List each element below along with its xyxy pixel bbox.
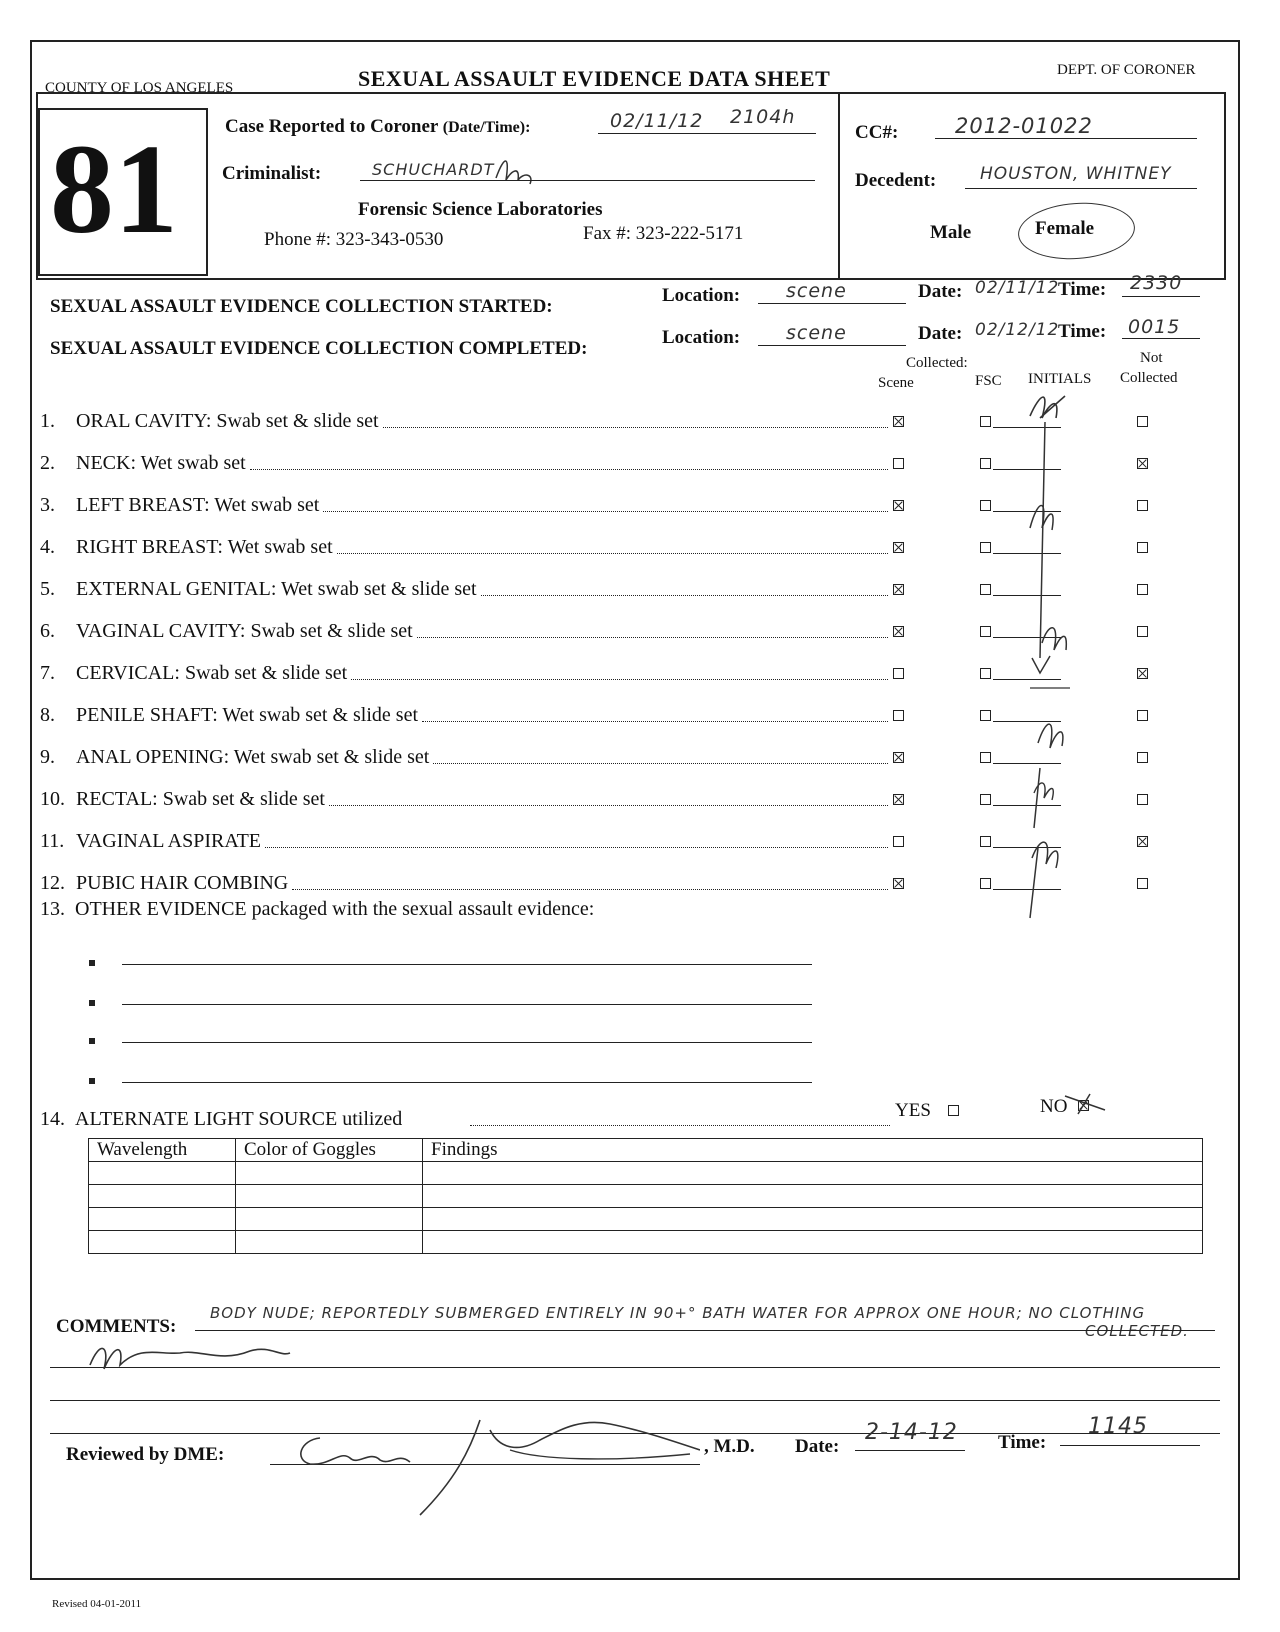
initials-header: INITIALS: [1028, 371, 1092, 387]
review-time-line: [1060, 1445, 1200, 1446]
wavelength-cell[interactable]: [89, 1162, 236, 1185]
fsc-checkbox[interactable]: [980, 794, 991, 805]
reviewer-signature: [280, 1410, 700, 1520]
goggles-cell[interactable]: [236, 1162, 423, 1185]
dot-leader: [383, 427, 888, 428]
item-number: 11.: [40, 830, 65, 852]
item-number: 8.: [40, 704, 55, 726]
cc-label: CC#:: [855, 122, 899, 143]
not-collected-checkbox[interactable]: [1137, 416, 1148, 427]
table-row: [89, 1231, 1203, 1254]
review-date-label: Date:: [795, 1436, 840, 1457]
scene-checkbox[interactable]: [893, 542, 904, 553]
not-collected-checkbox[interactable]: [1137, 878, 1148, 889]
no-check-mark: [1060, 1088, 1120, 1118]
dot-leader: [351, 679, 888, 680]
fsc-checkbox[interactable]: [980, 836, 991, 847]
goggles-cell[interactable]: [236, 1231, 423, 1254]
als-yes-checkbox[interactable]: [948, 1105, 959, 1116]
dot-leader: [337, 553, 888, 554]
evidence-item: [40, 704, 418, 727]
item-label: PUBIC HAIR COMBING: [76, 872, 289, 894]
item-number: 9.: [40, 746, 55, 768]
collected-header: Collected:: [906, 355, 968, 371]
findings-cell[interactable]: [423, 1185, 1203, 1208]
table-row: [89, 1208, 1203, 1231]
scene-checkbox[interactable]: [893, 710, 904, 721]
case-reported-date[interactable]: 02/11/12: [610, 110, 704, 132]
scene-checkbox[interactable]: [893, 794, 904, 805]
not-header-2: Collected: [1120, 370, 1178, 386]
comments-text-2[interactable]: COLLECTED.: [1085, 1322, 1189, 1340]
completed-date[interactable]: 02/12/12: [975, 320, 1060, 340]
form-number: 81: [50, 118, 178, 260]
started-location[interactable]: scene: [786, 280, 847, 302]
comments-line-1: [195, 1330, 1215, 1331]
item-label: EXTERNAL GENITAL: Wet swab set & slide set: [76, 578, 477, 600]
dot-leader: [250, 469, 888, 470]
scene-checkbox[interactable]: [893, 626, 904, 637]
wavelength-cell[interactable]: [89, 1208, 236, 1231]
decedent-name[interactable]: HOUSTON, WHITNEY: [980, 164, 1172, 184]
other-evidence-line-1[interactable]: [122, 964, 812, 965]
not-collected-checkbox[interactable]: [1137, 584, 1148, 595]
goggles-cell[interactable]: [236, 1208, 423, 1231]
other-evidence-line-4[interactable]: [122, 1082, 812, 1083]
bullet: [89, 960, 95, 966]
item-label: CERVICAL: Swab set & slide set: [76, 662, 348, 684]
evidence-item: [40, 746, 429, 769]
evidence-item: [40, 830, 261, 853]
dot-leader: [481, 595, 888, 596]
scene-checkbox[interactable]: [893, 878, 904, 889]
fsc-checkbox[interactable]: [980, 752, 991, 763]
completed-location-label: Location:: [662, 327, 741, 348]
dot-leader: [292, 889, 888, 890]
item-label: NECK: Wet swab set: [76, 452, 246, 474]
sex-male[interactable]: Male: [930, 222, 972, 243]
completed-date-label: Date:: [918, 323, 963, 344]
divider: [838, 92, 840, 280]
not-header-1: Not: [1140, 350, 1163, 366]
criminalist-initials-mark: [490, 150, 550, 190]
wavelength-cell[interactable]: [89, 1231, 236, 1254]
scene-checkbox[interactable]: [893, 416, 904, 427]
criminalist-label: Criminalist:: [222, 163, 322, 184]
dot-leader: [417, 637, 888, 638]
revision-note: Revised 04-01-2011: [52, 1598, 142, 1610]
als-table: [88, 1138, 1203, 1254]
als-label: 14. ALTERNATE LIGHT SOURCE utilized: [40, 1108, 403, 1130]
dot-leader: [329, 805, 888, 806]
fax: Fax #: 323-222-5171: [583, 223, 744, 244]
evidence-item: [40, 410, 379, 433]
item-label: ANAL OPENING: Wet swab set & slide set: [76, 746, 430, 768]
lab-name: Forensic Science Laboratories: [358, 199, 603, 220]
fsc-checkbox[interactable]: [980, 878, 991, 889]
review-time-label: Time:: [998, 1432, 1047, 1453]
completed-location[interactable]: scene: [786, 322, 847, 344]
started-date-label: Date:: [918, 281, 963, 302]
item-number: 3.: [40, 494, 55, 516]
scene-checkbox[interactable]: [893, 500, 904, 511]
wavelength-header: Wavelength: [89, 1139, 236, 1162]
started-time-label: Time:: [1058, 279, 1107, 300]
county-name: COUNTY OF LOS ANGELES: [45, 80, 234, 96]
als-no-label: NO: [1040, 1096, 1068, 1117]
not-collected-checkbox[interactable]: [1137, 458, 1148, 469]
dot-leader: [323, 511, 888, 512]
not-collected-checkbox[interactable]: [1137, 500, 1148, 511]
als-leader: [470, 1125, 890, 1126]
started-location-line: [758, 303, 906, 304]
comments-label: COMMENTS:: [56, 1316, 177, 1337]
not-collected-checkbox[interactable]: [1137, 626, 1148, 637]
evidence-item: [40, 452, 246, 475]
started-time[interactable]: 2330: [1130, 272, 1183, 294]
item-label: VAGINAL CAVITY: Swab set & slide set: [76, 620, 413, 642]
completed-location-line: [758, 345, 906, 346]
fsc-checkbox[interactable]: [980, 416, 991, 427]
fsc-checkbox[interactable]: [980, 668, 991, 679]
form-title: SEXUAL ASSAULT EVIDENCE DATA SHEET: [358, 66, 831, 91]
table-row: [89, 1162, 1203, 1185]
started-location-label: Location:: [662, 285, 741, 306]
other-evidence-line-2[interactable]: [122, 1004, 812, 1005]
evidence-item: [40, 536, 333, 559]
md-label: , M.D.: [704, 1436, 755, 1457]
findings-cell[interactable]: [423, 1231, 1203, 1254]
evidence-item: [40, 662, 347, 685]
findings-cell[interactable]: [423, 1162, 1203, 1185]
fsc-header: FSC: [975, 373, 1002, 389]
bullet: [89, 1000, 95, 1006]
item-number: 6.: [40, 620, 55, 642]
review-time[interactable]: 1145: [1088, 1414, 1148, 1439]
item-label: VAGINAL ASPIRATE: [76, 830, 262, 852]
scene-checkbox[interactable]: [893, 752, 904, 763]
scene-header: Scene: [878, 375, 914, 391]
fsc-checkbox[interactable]: [980, 710, 991, 721]
collection-completed-label: SEXUAL ASSAULT EVIDENCE COLLECTION COMPLETED:: [50, 338, 588, 359]
goggles-header: Color of Goggles: [236, 1139, 423, 1162]
scene-checkbox[interactable]: [893, 668, 904, 679]
item-number: 7.: [40, 662, 55, 684]
fsc-checkbox[interactable]: [980, 458, 991, 469]
completed-time[interactable]: 0015: [1128, 316, 1181, 338]
fsc-checkbox[interactable]: [980, 626, 991, 637]
cc-line: [935, 138, 1197, 139]
bullet: [89, 1038, 95, 1044]
criminalist-name[interactable]: SCHUCHARDT: [372, 160, 495, 179]
other-evidence-label: 13. OTHER EVIDENCE packaged with the sexual assault evidence:: [40, 898, 595, 920]
item-label: RIGHT BREAST: Wet swab set: [76, 536, 333, 558]
department-name: DEPT. OF CORONER: [1057, 62, 1196, 78]
dot-leader: [433, 763, 888, 764]
evidence-item: [40, 578, 477, 601]
als-yes-label: YES: [895, 1100, 931, 1121]
item-label: PENILE SHAFT: Wet swab set & slide set: [76, 704, 419, 726]
not-collected-checkbox[interactable]: [1137, 542, 1148, 553]
not-collected-checkbox[interactable]: [1137, 710, 1148, 721]
findings-cell[interactable]: [423, 1208, 1203, 1231]
goggles-cell[interactable]: [236, 1185, 423, 1208]
fsc-checkbox[interactable]: [980, 584, 991, 595]
decedent-label: Decedent:: [855, 170, 937, 191]
item-number: 2.: [40, 452, 55, 474]
case-reported-time[interactable]: 2104h: [730, 106, 796, 128]
started-date[interactable]: 02/11/12: [975, 278, 1060, 298]
dot-leader: [265, 847, 888, 848]
scene-checkbox[interactable]: [893, 836, 904, 847]
collection-started-label: SEXUAL ASSAULT EVIDENCE COLLECTION STARTED:: [50, 296, 553, 317]
started-time-line: [1122, 296, 1200, 297]
scene-checkbox[interactable]: [893, 458, 904, 469]
fsc-checkbox[interactable]: [980, 542, 991, 553]
case-reported-line: [598, 133, 816, 134]
not-collected-checkbox[interactable]: [1137, 794, 1148, 805]
phone: Phone #: 323-343-0530: [264, 229, 444, 250]
evidence-item: [40, 494, 319, 517]
item-number: 10.: [40, 788, 65, 810]
item-number: 12.: [40, 872, 65, 894]
comments-text-1[interactable]: BODY NUDE; REPORTEDLY SUBMERGED ENTIRELY IN 90+° BATH WATER FOR APPROX ONE HOUR; NO CLOTHING: [210, 1304, 1146, 1322]
evidence-item: [40, 620, 413, 643]
scene-checkbox[interactable]: [893, 584, 904, 595]
wavelength-cell[interactable]: [89, 1185, 236, 1208]
dot-leader: [422, 721, 888, 722]
not-collected-checkbox[interactable]: [1137, 836, 1148, 847]
bullet: [89, 1078, 95, 1084]
reviewed-label: Reviewed by DME:: [66, 1444, 225, 1465]
evidence-item: [40, 788, 325, 811]
initials-handwriting: [1010, 388, 1090, 928]
sex-female[interactable]: Female: [1035, 218, 1095, 239]
item-label: ORAL CAVITY: Swab set & slide set: [76, 410, 379, 432]
cc-number[interactable]: 2012-01022: [955, 114, 1093, 138]
completed-time-line: [1122, 338, 1200, 339]
completed-time-label: Time:: [1058, 321, 1107, 342]
item-number: 5.: [40, 578, 55, 600]
criminalist-line: [360, 180, 815, 181]
fsc-checkbox[interactable]: [980, 500, 991, 511]
decedent-line: [965, 188, 1197, 189]
not-collected-checkbox[interactable]: [1137, 668, 1148, 679]
criminalist-signature: [80, 1335, 300, 1375]
evidence-item: [40, 872, 288, 895]
other-evidence-line-3[interactable]: [122, 1042, 812, 1043]
case-reported-label: Case Reported to Coroner (Date/Time):: [225, 116, 531, 137]
item-label: LEFT BREAST: Wet swab set: [76, 494, 320, 516]
item-label: RECTAL: Swab set & slide set: [76, 788, 325, 810]
item-number: 4.: [40, 536, 55, 558]
item-number: 1.: [40, 410, 55, 432]
findings-header: Findings: [423, 1139, 1203, 1162]
table-row: [89, 1185, 1203, 1208]
not-collected-checkbox[interactable]: [1137, 752, 1148, 763]
review-date-line: [855, 1450, 965, 1451]
review-date[interactable]: 2-14-12: [865, 1420, 958, 1445]
comments-line-3: [50, 1400, 1220, 1401]
